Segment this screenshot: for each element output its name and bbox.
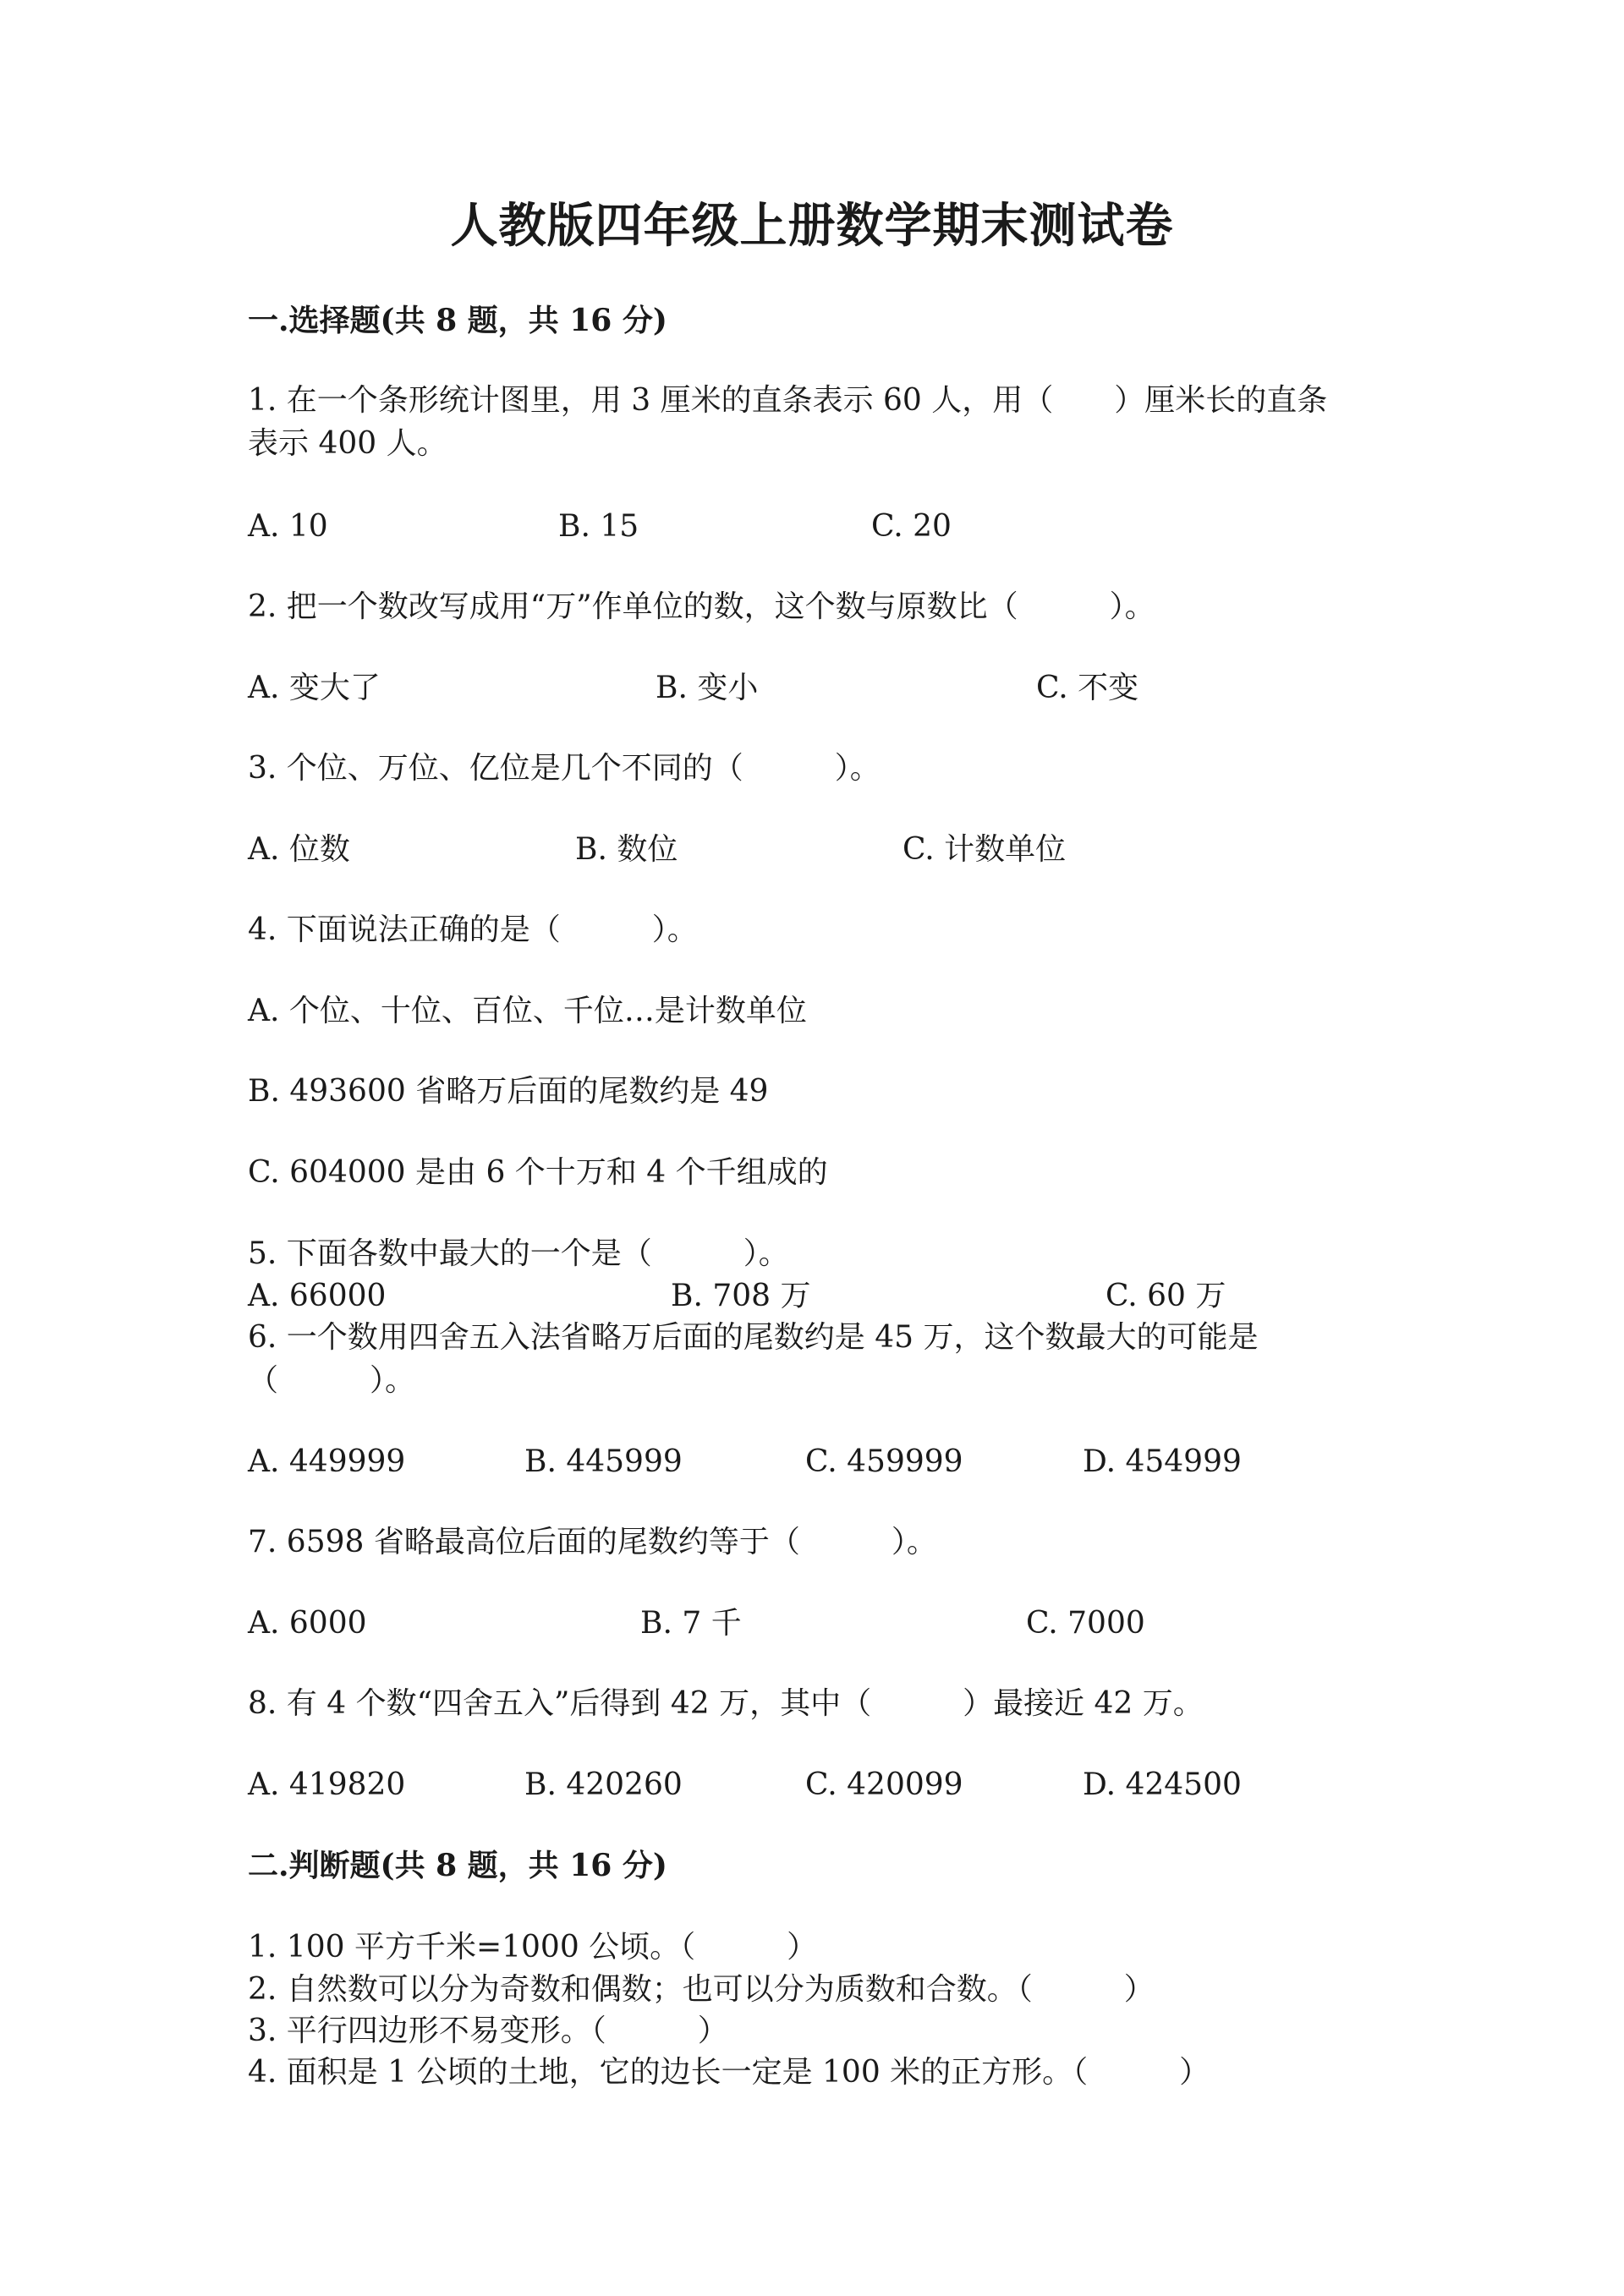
- question-1-line-1: 1. 在一个条形统计图里，用 3 厘米的直条表示 60 人，用（ ）厘米长的直条: [248, 383, 1328, 418]
- question-6-line-1: 6. 一个数用四舍五入法省略万后面的尾数约是 45 万，这个数最大的可能是: [248, 1320, 1259, 1355]
- question-2-line-1: 2. 把一个数改写成用“万”作单位的数，这个数与原数比（ ）。: [248, 589, 1155, 624]
- question-4-option-b: B. 493600 省略万后面的尾数约是 49: [248, 1074, 769, 1109]
- question-3-option-a: A. 位数: [248, 832, 350, 867]
- judgement-item-1: 1. 100 平方千米=1000 公顷。（ ）: [248, 1930, 818, 1964]
- question-8-option-c: C. 420099: [805, 1767, 963, 1802]
- judgement-item-4: 4. 面积是 1 公顷的土地，它的边长一定是 100 米的正方形。（ ）: [248, 2055, 1210, 2090]
- question-3-line-1: 3. 个位、万位、亿位是几个不同的（ ）。: [248, 751, 881, 786]
- question-2-option-a: A. 变大了: [248, 671, 381, 705]
- section-heading-choice: 一.选择题(共 8 题，共 16 分): [248, 303, 667, 338]
- question-8-line-1: 8. 有 4 个数“四舍五入”后得到 42 万，其中（ ）最接近 42 万。: [248, 1686, 1204, 1721]
- question-3-option-c: C. 计数单位: [903, 832, 1067, 867]
- exam-title: 人教版四年级上册数学期末测试卷: [450, 198, 1174, 254]
- question-7-option-b: B. 7 千: [640, 1606, 742, 1641]
- question-7-option-a: A. 6000: [248, 1606, 367, 1641]
- question-3-option-b: B. 数位: [575, 832, 678, 867]
- question-1-option-b: B. 15: [558, 509, 639, 544]
- question-1-option-a: A. 10: [248, 509, 328, 544]
- judgement-item-3: 3. 平行四边形不易变形。（ ）: [248, 2014, 728, 2048]
- question-4-option-c: C. 604000 是由 6 个十万和 4 个千组成的: [248, 1155, 828, 1190]
- section-heading-judgement: 二.判断题(共 8 题，共 16 分): [248, 1848, 667, 1883]
- question-7-line-1: 7. 6598 省略最高位后面的尾数约等于（ ）。: [248, 1525, 937, 1559]
- question-5-option-c: C. 60 万: [1106, 1279, 1226, 1313]
- judgement-item-2: 2. 自然数可以分为奇数和偶数；也可以分为质数和合数。（ ）: [248, 1972, 1155, 2007]
- question-6-option-a: A. 449999: [248, 1444, 406, 1479]
- question-5-option-a: A. 66000: [248, 1279, 387, 1313]
- question-5-line-1: 5. 下面各数中最大的一个是（ ）。: [248, 1236, 789, 1271]
- question-8-option-a: A. 419820: [248, 1767, 406, 1802]
- question-6-option-b: B. 445999: [524, 1444, 683, 1479]
- question-1-line-2: 表示 400 人。: [248, 426, 447, 461]
- question-8-option-b: B. 420260: [524, 1767, 683, 1802]
- question-1-option-c: C. 20: [871, 509, 952, 544]
- question-6-option-d: D. 454999: [1083, 1444, 1242, 1479]
- question-8-option-d: D. 424500: [1083, 1767, 1242, 1802]
- question-2-option-b: B. 变小: [656, 671, 759, 705]
- question-4-option-a: A. 个位、十位、百位、千位…是计数单位: [248, 994, 807, 1028]
- question-6-line-2: （ ）。: [248, 1363, 416, 1398]
- question-2-option-c: C. 不变: [1036, 671, 1139, 705]
- question-7-option-c: C. 7000: [1026, 1606, 1145, 1641]
- question-4-line-1: 4. 下面说法正确的是（ ）。: [248, 912, 698, 947]
- question-5-option-b: B. 708 万: [671, 1279, 811, 1313]
- question-6-option-c: C. 459999: [805, 1444, 963, 1479]
